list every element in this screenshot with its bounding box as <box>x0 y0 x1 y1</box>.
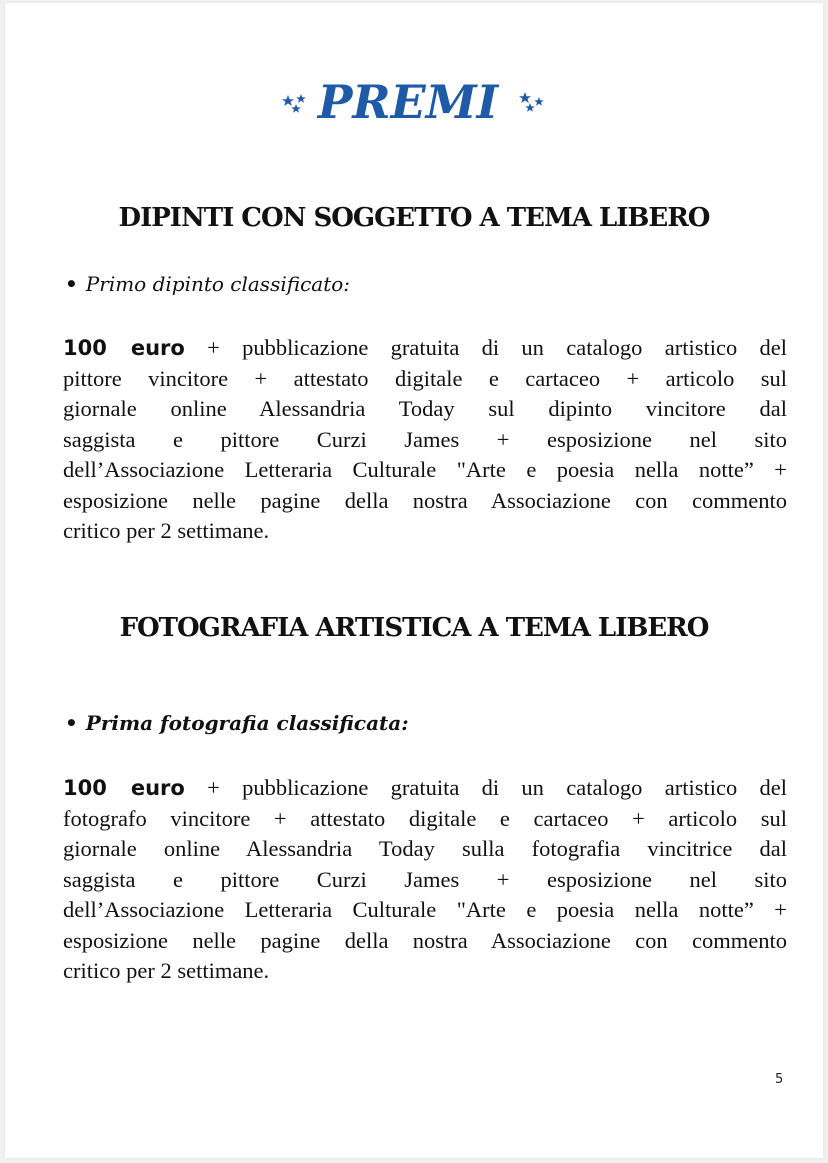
stars-icon <box>281 82 311 122</box>
paragraph-line: critico per 2 settimane. <box>63 958 270 983</box>
bullet-label-text: Prima fotografia classificata: <box>85 711 409 735</box>
prize-description-fotografia <box>63 773 787 987</box>
bullet-label-text: Primo dipinto classificato: <box>85 272 351 296</box>
paragraph-line: 100 euro + pubblicazione gratuita di un catalogo artistico del <box>63 775 788 800</box>
paragraph-line: critico per 2 settimane. <box>63 518 270 543</box>
paragraph-line: dell’Associazione Letteraria Culturale "Arte e poesia nella notte” + <box>63 457 787 482</box>
bullet-icon: • <box>65 711 78 735</box>
stars-icon <box>517 82 547 122</box>
paragraph-line: esposizione nelle pagine della nostra Associazione con commento <box>63 487 787 513</box>
paragraph-line: pittore vincitore + attestato digitale e cartaceo + articolo sul <box>63 365 787 391</box>
prize-amount: 100 euro <box>63 336 185 360</box>
page-number: 5 <box>775 1072 784 1087</box>
bullet-item-prima-fotografia <box>65 711 409 735</box>
page-title: PREMI <box>317 74 499 129</box>
paragraph-line: saggista e pittore Curzi James + esposizione nel sito <box>63 866 787 892</box>
paragraph-line: giornale online Alessandria Today sulla fotografia vincitrice dal <box>63 836 787 861</box>
paragraph-line: dell’Associazione Letteraria Culturale "Arte e poesia nella notte” + <box>63 897 787 922</box>
paragraph-line: fotografo vincitore + attestato digitale e cartaceo + articolo sul <box>63 805 787 831</box>
document-page <box>5 3 823 1158</box>
paragraph-line: saggista e pittore Curzi James + esposizione nel sito <box>63 426 787 452</box>
paragraph-line: giornale online Alessandria Today sul dipinto vincitore dal <box>63 396 787 421</box>
bullet-icon: • <box>65 272 78 296</box>
section-heading-dipinti: DIPINTI CON SOGGETTO A TEMA LIBERO <box>118 203 710 233</box>
bullet-item-primo-dipinto <box>65 272 350 296</box>
paragraph-line: esposizione nelle pagine della nostra Associazione con commento <box>63 927 787 953</box>
paragraph-line: 100 euro + pubblicazione gratuita di un catalogo artistico del <box>63 335 788 360</box>
prize-description-dipinti <box>63 333 787 547</box>
title-row <box>5 71 823 132</box>
prize-amount: 100 euro <box>63 776 185 800</box>
section-heading-fotografia: FOTOGRAFIA ARTISTICA A TEMA LIBERO <box>119 613 709 643</box>
